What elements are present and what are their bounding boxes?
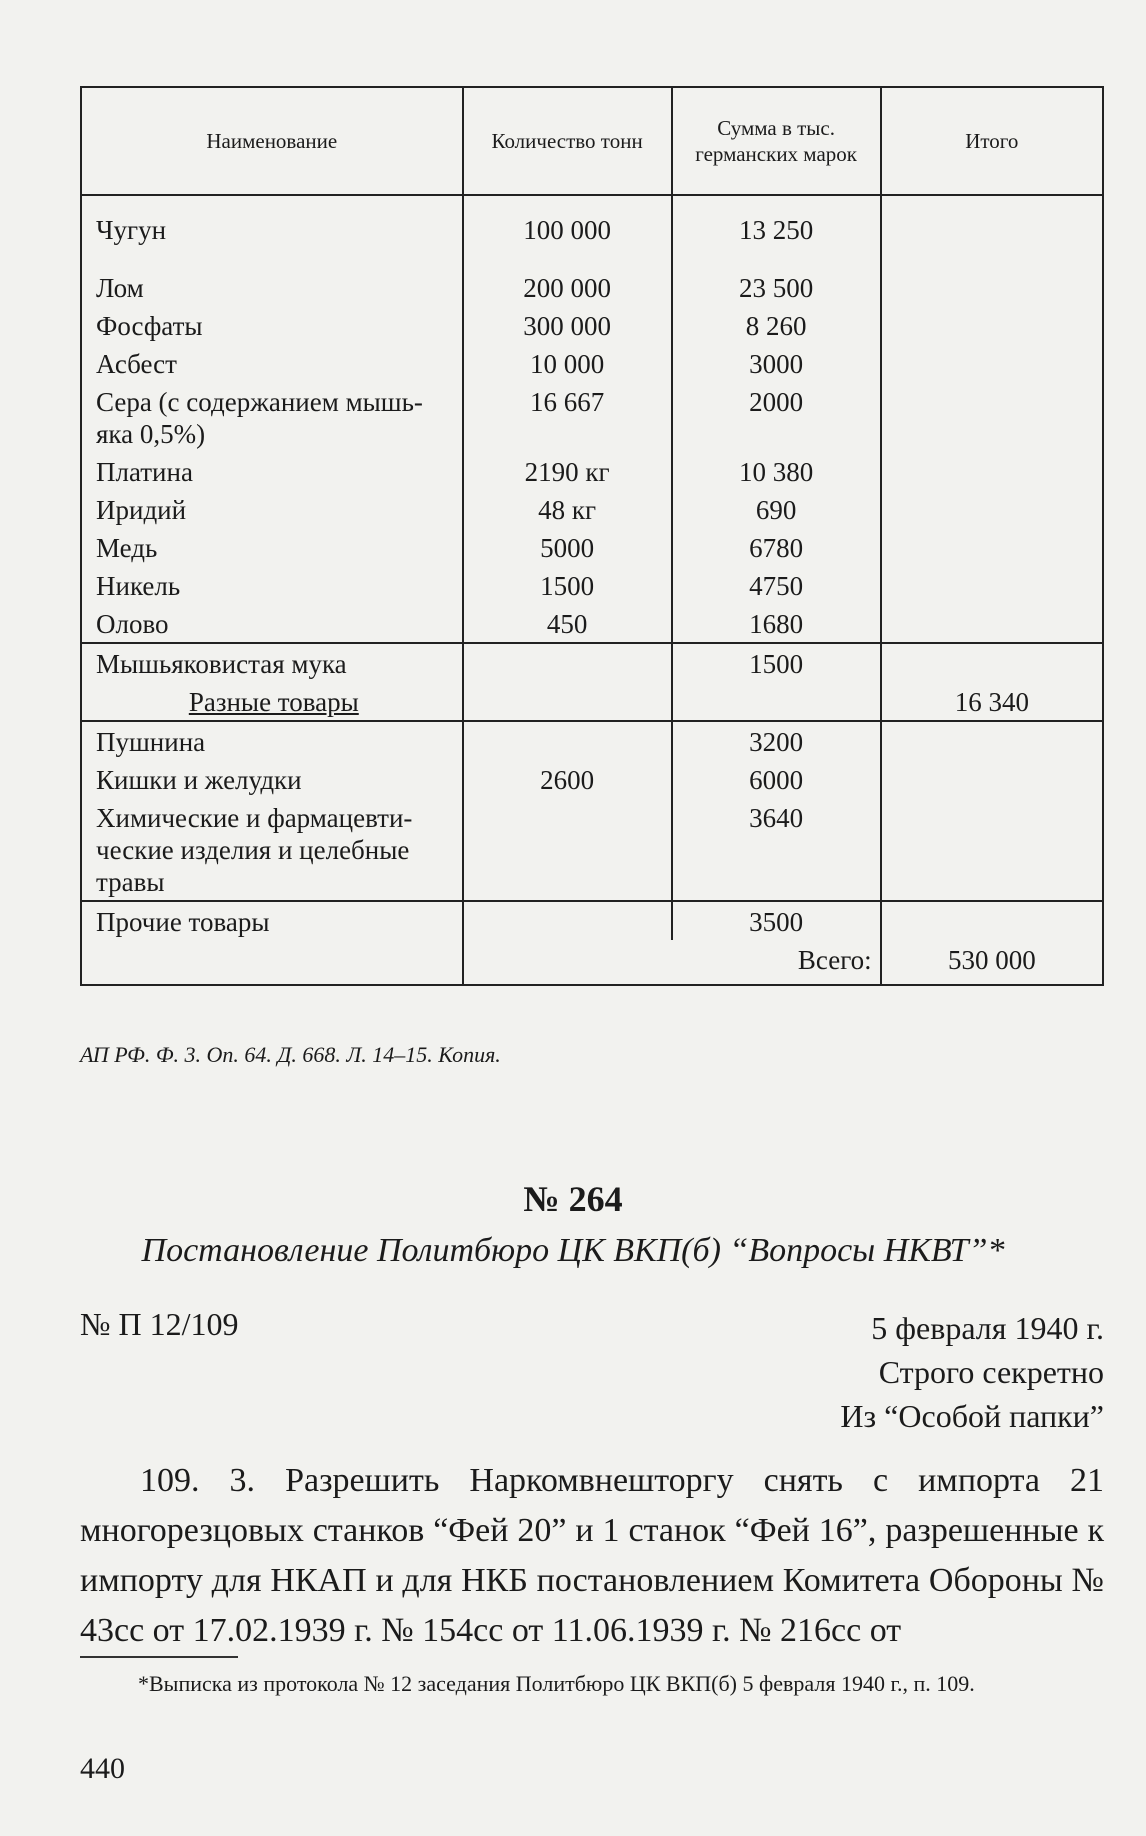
cell-total (881, 452, 1103, 490)
table-row (81, 195, 1103, 268)
cell-sum: 2000 (672, 382, 881, 452)
decree-number: № П 12/109 (80, 1306, 239, 1342)
total-label: Всего: (672, 940, 881, 985)
table-row (81, 382, 1103, 452)
cell-name: Чугун (81, 195, 463, 268)
cell-sum: 13 250 (672, 195, 881, 268)
cell-total (881, 344, 1103, 382)
table-row (81, 901, 1103, 940)
cell-name: Мышьяковистая мука (81, 643, 463, 682)
secrecy-label: Строго секретно (878, 1354, 1104, 1390)
cell-qty (463, 901, 672, 940)
cell-total (881, 798, 1103, 901)
cell-qty: 16 667 (463, 382, 672, 452)
folder-label: Из “Особой папки” (840, 1398, 1104, 1434)
table-row (81, 344, 1103, 382)
cell-qty: 300 000 (463, 306, 672, 344)
cell-total (881, 306, 1103, 344)
cell-sum: 4750 (672, 566, 881, 604)
body-paragraph: 109. 3. Разрешить Наркомвнешторгу снять с импорта 21 многорезцовых станков “Фей 20” и 1 станок “Фей 16”, разрешенные к импорту для НКАП и для НКБ постановлением Комитета Обороны № 43сс от 17.02.1939 г. № 154сс от 11.06.1939 г. № 216сс от (80, 1462, 1104, 1649)
footnote-divider (80, 1656, 238, 1658)
cell-qty (463, 643, 672, 682)
cell-sum: 3000 (672, 344, 881, 382)
cell-total (881, 643, 1103, 682)
table-row (81, 604, 1103, 643)
cell-name: Платина (81, 452, 463, 490)
cell-name: Олово (81, 604, 463, 643)
cell-empty (81, 940, 463, 985)
footnote: *Выписка из протокола № 12 заседания Политбюро ЦК ВКП(б) 5 февраля 1940 г., п. 109. (138, 1671, 975, 1696)
cell-total (881, 528, 1103, 566)
cell-qty: 2190 кг (463, 452, 672, 490)
table-row (81, 528, 1103, 566)
document-title: Постановление Политбюро ЦК ВКП(б) “Вопросы НКВТ”* (141, 1232, 1005, 1269)
cell-qty: 2600 (463, 760, 672, 798)
cell-sum: 6780 (672, 528, 881, 566)
table-row (81, 306, 1103, 344)
cell-name: Асбест (81, 344, 463, 382)
cell-qty: 200 000 (463, 268, 672, 306)
header-quantity: Количество тонн (463, 87, 672, 195)
cell-name: Никель (81, 566, 463, 604)
cell-qty: 100 000 (463, 195, 672, 268)
cell-name: Фосфаты (81, 306, 463, 344)
table-row (81, 452, 1103, 490)
cell-total (881, 490, 1103, 528)
table-row (81, 798, 1103, 901)
cell-name: Иридий (81, 490, 463, 528)
cell-sum: 23 500 (672, 268, 881, 306)
cell-total (881, 721, 1103, 760)
header-sum: Сумма в тыс. германских марок (672, 87, 881, 195)
page-number: 440 (80, 1752, 125, 1785)
cell-name: Сера (с содержанием мышь-яка 0,5%) (81, 382, 463, 452)
document-date: 5 февраля 1940 г. (871, 1310, 1104, 1346)
cell-name: Лом (81, 268, 463, 306)
cell-empty (463, 940, 672, 985)
cell-name: Пушнина (81, 721, 463, 760)
cell-name: Прочие товары (81, 901, 463, 940)
header-name: Наименование (81, 87, 463, 195)
cell-qty (463, 721, 672, 760)
cell-qty: 5000 (463, 528, 672, 566)
cell-sum: 3640 (672, 798, 881, 901)
cell-qty (463, 798, 672, 901)
cell-sum: 1680 (672, 604, 881, 643)
table-total-row (81, 940, 1103, 985)
total-value: 530 000 (881, 940, 1103, 985)
table-header-row (81, 87, 1103, 195)
document-number: № 264 (523, 1179, 623, 1219)
cell-sum: 6000 (672, 760, 881, 798)
table-row (81, 760, 1103, 798)
cell-name: Кишки и желудки (81, 760, 463, 798)
section-title-text: Разные товары (188, 687, 359, 717)
table-row (81, 566, 1103, 604)
document-meta (840, 1306, 1104, 1438)
cell-sum: 1500 (672, 643, 881, 682)
cell-total (881, 195, 1103, 268)
cell-qty (463, 682, 672, 721)
table-section-row (81, 682, 1103, 721)
cell-total (881, 268, 1103, 306)
cell-name: Медь (81, 528, 463, 566)
table-row (81, 268, 1103, 306)
cell-sum: 10 380 (672, 452, 881, 490)
cell-sum: 690 (672, 490, 881, 528)
cell-total (881, 604, 1103, 643)
cell-total (881, 382, 1103, 452)
table-row (81, 490, 1103, 528)
cell-total: 16 340 (881, 682, 1103, 721)
cell-qty: 48 кг (463, 490, 672, 528)
cell-name: Химические и фармацевти-ческие изделия и целебные травы (81, 798, 463, 901)
header-total: Итого (881, 87, 1103, 195)
cell-sum: 8 260 (672, 306, 881, 344)
cell-sum: 3500 (672, 901, 881, 940)
cell-sum (672, 682, 881, 721)
cell-total (881, 760, 1103, 798)
cell-total (881, 901, 1103, 940)
cell-total (881, 566, 1103, 604)
table-row (81, 721, 1103, 760)
cell-qty: 10 000 (463, 344, 672, 382)
cell-sum: 3200 (672, 721, 881, 760)
table-row (81, 643, 1103, 682)
cell-qty: 1500 (463, 566, 672, 604)
trade-table (80, 86, 1104, 986)
archive-source: АП РФ. Ф. 3. Оп. 64. Д. 668. Л. 14–15. Копия. (80, 1042, 501, 1067)
section-title (81, 682, 463, 721)
cell-qty: 450 (463, 604, 672, 643)
